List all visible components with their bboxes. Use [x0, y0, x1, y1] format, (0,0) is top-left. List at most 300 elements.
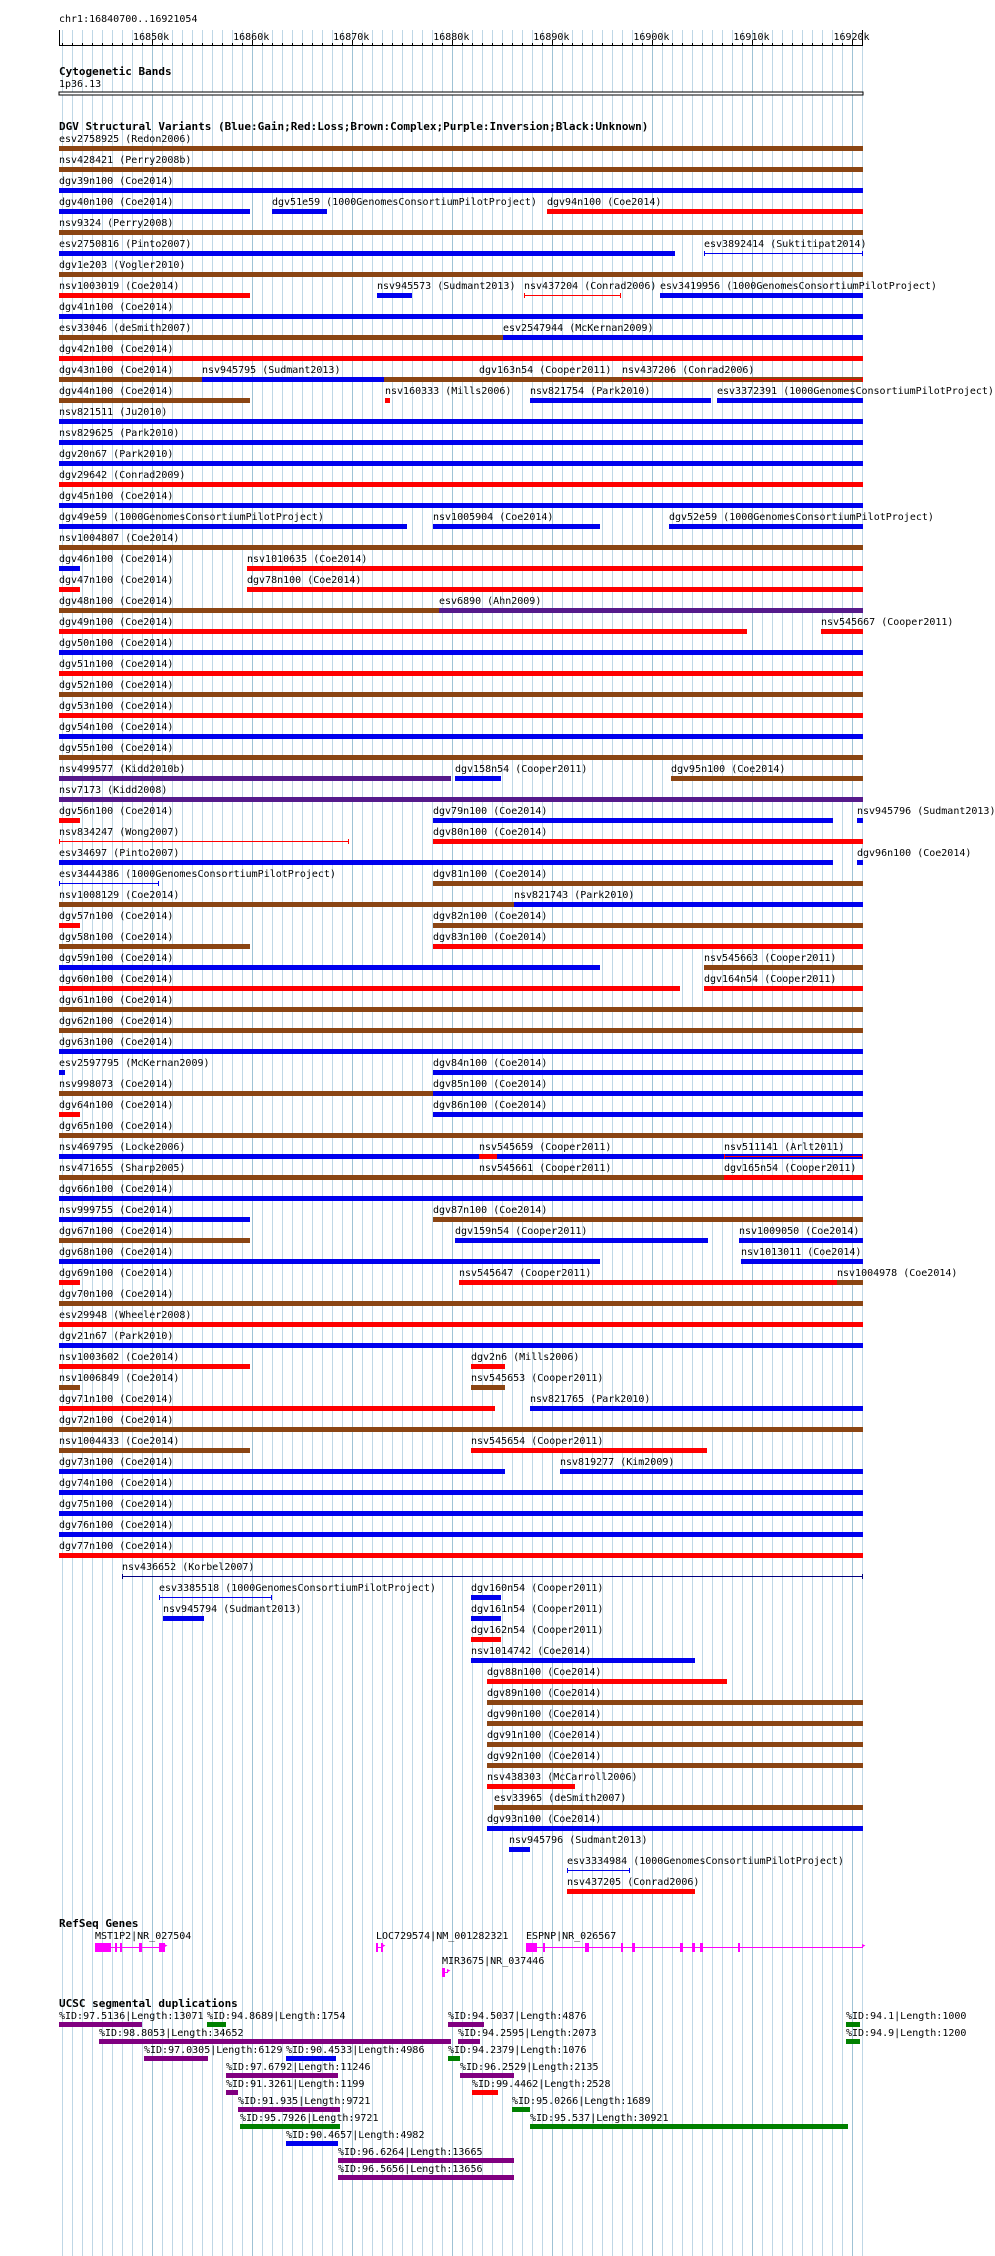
variant-label: esv33965 (deSmith2007) — [494, 1793, 627, 1804]
variant-bar[interactable] — [247, 566, 863, 571]
variant-label: nsv945795 (Sudmant2013) — [202, 365, 341, 376]
variant-bar[interactable] — [247, 587, 863, 592]
variant-bar[interactable] — [385, 398, 390, 403]
variant-label: esv33046 (deSmith2007) — [59, 323, 192, 334]
variant-label: dgv86n100 (Coe2014) — [433, 1100, 548, 1111]
segdup-label: %ID:90.4657|Length:4982 — [286, 2130, 425, 2141]
variant-label: dgv57n100 (Coe2014) — [59, 911, 174, 922]
variant-label: dgv61n100 (Coe2014) — [59, 995, 174, 1006]
variant-bar[interactable] — [724, 1175, 863, 1180]
variant-bar[interactable] — [59, 146, 863, 151]
variant-label: dgv41n100 (Coe2014) — [59, 302, 174, 313]
variant-bar[interactable] — [122, 1576, 863, 1577]
variant-bar[interactable] — [59, 1385, 80, 1390]
variant-bar[interactable] — [479, 1175, 497, 1180]
variant-bar[interactable] — [59, 1469, 505, 1474]
variant-bar[interactable] — [471, 1658, 695, 1663]
ruler-tick-label: 16850k — [133, 32, 170, 43]
variant-bar[interactable] — [59, 188, 863, 193]
variant-label: dgv75n100 (Coe2014) — [59, 1499, 174, 1510]
variant-bar[interactable] — [433, 881, 863, 886]
variant-bar[interactable] — [163, 1616, 204, 1621]
variant-bar[interactable] — [487, 1763, 863, 1768]
variant-bar[interactable] — [59, 1427, 863, 1432]
gene-exon[interactable] — [700, 1943, 703, 1952]
variant-label: dgv56n100 (Coe2014) — [59, 806, 174, 817]
variant-bar[interactable] — [59, 524, 407, 529]
variant-label: nsv945796 (Sudmant2013) — [509, 1835, 648, 1846]
variant-bar[interactable] — [530, 398, 711, 403]
variant-bar[interactable] — [59, 1532, 863, 1537]
variant-bar[interactable] — [202, 377, 384, 382]
variant-bar[interactable] — [671, 776, 863, 781]
variant-label: nsv945794 (Sudmant2013) — [163, 1604, 302, 1615]
variant-bar[interactable] — [59, 272, 863, 277]
variant-label: dgv93n100 (Coe2014) — [487, 1814, 602, 1825]
variant-bar[interactable] — [59, 944, 250, 949]
variant-bar[interactable] — [433, 1217, 863, 1222]
variant-label: dgv49e59 (1000GenomesConsortiumPilotProject) — [59, 512, 324, 523]
variant-label: dgv39n100 (Coe2014) — [59, 176, 174, 187]
segdup-bar[interactable] — [458, 2039, 480, 2044]
segdup-bar[interactable] — [99, 2039, 451, 2044]
variant-label: dgv90n100 (Coe2014) — [487, 1709, 602, 1720]
variant-bar[interactable] — [59, 251, 675, 256]
variant-label: dgv42n100 (Coe2014) — [59, 344, 174, 355]
ruler-tick-label: 16890k — [533, 32, 570, 43]
variant-bar[interactable] — [59, 503, 863, 508]
gene-exon[interactable] — [621, 1943, 623, 1952]
variant-bar[interactable] — [59, 1217, 250, 1222]
variant-label: dgv78n100 (Coe2014) — [247, 575, 362, 586]
variant-bar[interactable] — [487, 1721, 863, 1726]
variant-bar[interactable] — [59, 713, 863, 718]
variant-bar[interactable] — [471, 1385, 505, 1390]
variant-bar[interactable] — [704, 253, 863, 254]
strand-arrow-icon: ▸ — [861, 1941, 867, 1951]
segdup-bar[interactable] — [530, 2124, 848, 2129]
variant-bar[interactable] — [59, 1133, 863, 1138]
variant-label: nsv998073 (Coe2014) — [59, 1079, 174, 1090]
variant-label: nsv1004433 (Coe2014) — [59, 1436, 180, 1447]
variant-label: dgv84n100 (Coe2014) — [433, 1058, 548, 1069]
variant-label: dgv2n6 (Mills2006) — [471, 1352, 580, 1363]
variant-label: dgv159n54 (Cooper2011) — [455, 1226, 588, 1237]
variant-label: dgv21n67 (Park2010) — [59, 1331, 174, 1342]
variant-bar[interactable] — [524, 295, 621, 296]
variant-label: dgv66n100 (Coe2014) — [59, 1184, 174, 1195]
segdup-track-title: UCSC segmental duplications — [59, 1997, 238, 2010]
variant-bar[interactable] — [487, 1742, 863, 1747]
variant-bar[interactable] — [59, 356, 863, 361]
variant-bar[interactable] — [741, 1259, 863, 1264]
variant-label: nsv1004807 (Coe2014) — [59, 533, 180, 544]
variant-bar[interactable] — [59, 1280, 80, 1285]
segdup-label: %ID:94.1|Length:1000 — [846, 2011, 967, 2022]
variant-label: dgv160n54 (Cooper2011) — [471, 1583, 604, 1594]
variant-bar[interactable] — [487, 1784, 575, 1789]
refseq-track-title: RefSeq Genes — [59, 1917, 139, 1930]
variant-bar[interactable] — [459, 1280, 863, 1285]
variant-label: dgv53n100 (Coe2014) — [59, 701, 174, 712]
segdup-label: %ID:94.9|Length:1200 — [846, 2028, 967, 2039]
variant-bar[interactable] — [59, 734, 863, 739]
variant-bar[interactable] — [59, 1259, 600, 1264]
variant-bar[interactable] — [59, 1322, 863, 1327]
variant-label: nsv821754 (Park2010) — [530, 386, 651, 397]
segdup-bar[interactable] — [226, 2073, 338, 2078]
cytoband-label: 1p36.13 — [59, 79, 102, 90]
variant-bar[interactable] — [59, 1301, 863, 1306]
variant-label: dgv20n67 (Park2010) — [59, 449, 174, 460]
variant-label: nsv469795 (Locke2006) — [59, 1142, 186, 1153]
variant-label: esv6890 (Ahn2009) — [439, 596, 542, 607]
segdup-bar[interactable] — [286, 2056, 336, 2061]
variant-bar[interactable] — [547, 209, 863, 214]
variant-label: nsv819277 (Kim2009) — [560, 1457, 675, 1468]
variant-bar[interactable] — [479, 1154, 497, 1159]
variant-bar[interactable] — [59, 629, 747, 634]
gene-exon[interactable] — [585, 1943, 589, 1952]
segdup-label: %ID:99.4462|Length:2528 — [472, 2079, 611, 2090]
variant-bar[interactable] — [471, 1595, 501, 1600]
segdup-bar[interactable] — [338, 2175, 514, 2180]
variant-label: dgv95n100 (Coe2014) — [671, 764, 786, 775]
variant-bar[interactable] — [59, 566, 80, 571]
variant-bar[interactable] — [59, 1406, 495, 1411]
segdup-bar[interactable] — [460, 2073, 514, 2078]
variant-label: nsv1004978 (Coe2014) — [837, 1268, 958, 1279]
variant-bar[interactable] — [59, 1238, 250, 1243]
variant-label: nsv9324 (Perry2008) — [59, 218, 174, 229]
gene-exon[interactable] — [680, 1943, 683, 1952]
variant-bar[interactable] — [59, 1511, 863, 1516]
segdup-label: %ID:96.6264|Length:13665 — [338, 2147, 483, 2158]
variant-bar[interactable] — [59, 755, 863, 760]
variant-label: esv2597795 (McKernan2009) — [59, 1058, 210, 1069]
segdup-bar[interactable] — [240, 2124, 340, 2129]
variant-label: dgv55n100 (Coe2014) — [59, 743, 174, 754]
variant-label: dgv161n54 (Cooper2011) — [471, 1604, 604, 1615]
variant-bar[interactable] — [59, 545, 863, 550]
variant-bar[interactable] — [494, 1805, 863, 1810]
variant-label: nsv1010635 (Coe2014) — [247, 554, 368, 565]
variant-bar[interactable] — [471, 1448, 707, 1453]
gene-label: MIR3675|NR_037446 — [442, 1956, 545, 1967]
variant-label: nsv438303 (McCarroll2006) — [487, 1772, 638, 1783]
variant-bar[interactable] — [59, 1007, 863, 1012]
variant-bar[interactable] — [59, 671, 863, 676]
variant-label: dgv79n100 (Coe2014) — [433, 806, 548, 817]
variant-label: esv3334984 (1000GenomesConsortiumPilotProject) — [567, 1856, 844, 1867]
variant-bar[interactable] — [59, 314, 863, 319]
segdup-bar[interactable] — [846, 2039, 860, 2044]
variant-label: dgv85n100 (Coe2014) — [433, 1079, 548, 1090]
variant-bar[interactable] — [433, 524, 600, 529]
dgv-track-title: DGV Structural Variants (Blue:Gain;Red:Loss;Brown:Complex;Purple:Inversion;Black:Unknown) — [59, 120, 649, 133]
variant-bar[interactable] — [59, 461, 863, 466]
variant-bar[interactable] — [433, 923, 863, 928]
variant-label: esv2547944 (McKernan2009) — [503, 323, 654, 334]
gene-exon[interactable] — [692, 1943, 695, 1952]
variant-bar[interactable] — [59, 1049, 863, 1054]
variant-label: nsv1003019 (Coe2014) — [59, 281, 180, 292]
variant-bar[interactable] — [739, 1238, 863, 1243]
variant-label: dgv163n54 (Cooper2011) — [479, 365, 612, 376]
variant-bar[interactable] — [717, 398, 863, 403]
segdup-bar[interactable] — [144, 2056, 208, 2061]
variant-label: nsv437205 (Conrad2006) — [567, 1877, 700, 1888]
variant-label: dgv67n100 (Coe2014) — [59, 1226, 174, 1237]
variant-bar[interactable] — [59, 860, 833, 865]
variant-label: dgv58n100 (Coe2014) — [59, 932, 174, 943]
variant-bar[interactable] — [433, 1070, 863, 1075]
variant-bar[interactable] — [59, 1490, 863, 1495]
variant-label: nsv545659 (Cooper2011) — [479, 1142, 612, 1153]
variant-label: dgv91n100 (Coe2014) — [487, 1730, 602, 1741]
variant-label: dgv49n100 (Coe2014) — [59, 617, 174, 628]
segdup-bar[interactable] — [472, 2090, 498, 2095]
variant-bar[interactable] — [59, 419, 863, 424]
variant-bar[interactable] — [660, 293, 863, 298]
segdup-label: %ID:97.0305|Length:6129 — [144, 2045, 283, 2056]
variant-label: dgv1e203 (Vogler2010) — [59, 260, 186, 271]
gene-exon[interactable] — [738, 1943, 740, 1952]
variant-bar[interactable] — [59, 776, 451, 781]
variant-bar[interactable] — [59, 1448, 250, 1453]
variant-bar[interactable] — [59, 797, 863, 802]
variant-bar[interactable] — [59, 986, 680, 991]
variant-label: dgv92n100 (Coe2014) — [487, 1751, 602, 1762]
segdup-bar[interactable] — [512, 2107, 530, 2112]
variant-bar[interactable] — [433, 839, 863, 844]
segdup-bar[interactable] — [338, 2158, 514, 2163]
variant-label: dgv65n100 (Coe2014) — [59, 1121, 174, 1132]
variant-label: nsv1009050 (Coe2014) — [739, 1226, 860, 1237]
variant-bar[interactable] — [59, 1364, 250, 1369]
variant-label: dgv43n100 (Coe2014) — [59, 365, 174, 376]
variant-label: dgv52n100 (Coe2014) — [59, 680, 174, 691]
variant-bar[interactable] — [433, 1091, 863, 1096]
variant-bar[interactable] — [471, 1616, 501, 1621]
variant-label: nsv945796 (Sudmant2013) — [857, 806, 995, 817]
gene-label: ESPNP|NR_026567 — [526, 1931, 617, 1942]
segdup-label: %ID:94.2595|Length:2073 — [458, 2028, 597, 2039]
segdup-label: %ID:95.7926|Length:9721 — [240, 2113, 379, 2124]
variant-bar[interactable] — [503, 335, 863, 340]
variant-label: dgv45n100 (Coe2014) — [59, 491, 174, 502]
segdup-bar[interactable] — [226, 2090, 238, 2095]
variant-bar[interactable] — [509, 1847, 530, 1852]
gene-label: MST1P2|NR_027504 — [95, 1931, 192, 1942]
variant-label: nsv511141 (Arlt2011) — [724, 1142, 845, 1153]
variant-bar[interactable] — [59, 209, 250, 214]
variant-label: dgv83n100 (Coe2014) — [433, 932, 548, 943]
variant-bar[interactable] — [59, 440, 863, 445]
segdup-bar[interactable] — [448, 2022, 484, 2027]
segdup-bar[interactable] — [207, 2022, 226, 2027]
variant-bar[interactable] — [724, 1156, 863, 1157]
variant-bar[interactable] — [59, 230, 863, 235]
variant-bar[interactable] — [857, 818, 863, 823]
variant-bar[interactable] — [59, 293, 250, 298]
variant-label: dgv69n100 (Coe2014) — [59, 1268, 174, 1279]
variant-bar[interactable] — [471, 1637, 501, 1642]
variant-bar[interactable] — [59, 1112, 80, 1117]
coordinate-label: chr1:16840700..16921054 — [59, 14, 198, 25]
variant-label: dgv72n100 (Coe2014) — [59, 1415, 174, 1426]
variant-bar[interactable] — [59, 167, 863, 172]
variant-bar[interactable] — [59, 1553, 863, 1558]
variant-bar[interactable] — [821, 629, 863, 634]
variant-bar[interactable] — [59, 818, 80, 823]
variant-label: esv2758925 (Redon2006) — [59, 134, 192, 145]
variant-label: dgv71n100 (Coe2014) — [59, 1394, 174, 1405]
variant-label: nsv1014742 (Coe2014) — [471, 1646, 592, 1657]
variant-label: esv3444386 (1000GenomesConsortiumPilotProject) — [59, 869, 336, 880]
variant-label: nsv437204 (Conrad2006) — [524, 281, 657, 292]
ruler-tick-label: 16900k — [633, 32, 670, 43]
gene-exon[interactable] — [526, 1943, 537, 1952]
variant-bar[interactable] — [487, 1700, 863, 1705]
gene-exon[interactable] — [139, 1943, 142, 1952]
variant-bar[interactable] — [59, 883, 159, 884]
variant-label: nsv829625 (Park2010) — [59, 428, 180, 439]
variant-bar[interactable] — [704, 986, 863, 991]
ruler-tick-label: 16880k — [433, 32, 470, 43]
variant-bar[interactable] — [377, 293, 412, 298]
variant-label: dgv62n100 (Coe2014) — [59, 1016, 174, 1027]
variant-bar[interactable] — [530, 1406, 863, 1411]
variant-bar[interactable] — [433, 1112, 863, 1117]
variant-bar[interactable] — [439, 608, 863, 613]
variant-bar[interactable] — [669, 524, 863, 529]
variant-label: nsv545653 (Cooper2011) — [471, 1373, 604, 1384]
variant-bar[interactable] — [59, 587, 80, 592]
variant-label: dgv48n100 (Coe2014) — [59, 596, 174, 607]
strand-arrow-icon: ▸ — [381, 1941, 387, 1951]
segdup-bar[interactable] — [238, 2107, 340, 2112]
segdup-label: %ID:94.5037|Length:4876 — [448, 2011, 587, 2022]
segdup-bar[interactable] — [286, 2141, 338, 2146]
variant-bar[interactable] — [837, 1280, 863, 1285]
variant-bar[interactable] — [272, 209, 327, 214]
variant-label: esv34697 (Pinto2007) — [59, 848, 180, 859]
variant-label: nsv428421 (Perry2008b) — [59, 155, 192, 166]
gene-exon[interactable] — [115, 1943, 117, 1952]
variant-label: dgv63n100 (Coe2014) — [59, 1037, 174, 1048]
variant-bar[interactable] — [433, 818, 833, 823]
variant-label: dgv51e59 (1000GenomesConsortiumPilotProject) — [272, 197, 537, 208]
variant-bar[interactable] — [433, 944, 863, 949]
gene-exon[interactable] — [95, 1943, 111, 1952]
variant-bar[interactable] — [514, 902, 863, 907]
segdup-label: %ID:91.935|Length:9721 — [238, 2096, 371, 2107]
segdup-bar[interactable] — [448, 2056, 460, 2061]
variant-label: nsv471655 (Sharp2005) — [59, 1163, 186, 1174]
segdup-bar[interactable] — [59, 2022, 142, 2027]
variant-label: dgv88n100 (Coe2014) — [487, 1667, 602, 1678]
variant-label: nsv545654 (Cooper2011) — [471, 1436, 604, 1447]
variant-bar[interactable] — [59, 965, 600, 970]
segdup-bar[interactable] — [846, 2022, 860, 2027]
variant-bar[interactable] — [471, 1364, 505, 1369]
segdup-label: %ID:97.6792|Length:11246 — [226, 2062, 371, 2073]
variant-label: dgv59n100 (Coe2014) — [59, 953, 174, 964]
gene-exon[interactable] — [442, 1968, 445, 1977]
variant-bar[interactable] — [487, 1679, 727, 1684]
variant-bar[interactable] — [455, 776, 501, 781]
variant-bar[interactable] — [59, 1070, 65, 1075]
variant-label: dgv54n100 (Coe2014) — [59, 722, 174, 733]
variant-bar[interactable] — [487, 1826, 863, 1831]
variant-label: esv3419956 (1000GenomesConsortiumPilotProject) — [660, 281, 937, 292]
strand-arrow-icon: ▸ — [446, 1966, 452, 1976]
gene-label: LOC729574|NM_001282321 — [376, 1931, 509, 1942]
variant-label: dgv40n100 (Coe2014) — [59, 197, 174, 208]
variant-bar[interactable] — [622, 379, 863, 380]
variant-label: dgv76n100 (Coe2014) — [59, 1520, 174, 1531]
variant-label: dgv52e59 (1000GenomesConsortiumPilotProject) — [669, 512, 934, 523]
variant-bar[interactable] — [704, 965, 863, 970]
variant-label: nsv160333 (Mills2006) — [385, 386, 512, 397]
variant-label: nsv834247 (Wong2007) — [59, 827, 180, 838]
variant-bar[interactable] — [455, 1238, 708, 1243]
variant-bar[interactable] — [560, 1469, 863, 1474]
variant-bar[interactable] — [479, 377, 505, 382]
variant-bar[interactable] — [59, 923, 80, 928]
variant-label: nsv1003602 (Coe2014) — [59, 1352, 180, 1363]
variant-label: dgv44n100 (Coe2014) — [59, 386, 174, 397]
variant-bar[interactable] — [59, 841, 349, 842]
gene-exon[interactable] — [632, 1943, 635, 1952]
variant-label: dgv87n100 (Coe2014) — [433, 1205, 548, 1216]
variant-bar[interactable] — [59, 1028, 863, 1033]
ruler-tick-label: 16860k — [233, 32, 270, 43]
variant-bar[interactable] — [857, 860, 863, 865]
variant-label: dgv96n100 (Coe2014) — [857, 848, 972, 859]
gene-exon[interactable] — [543, 1943, 545, 1952]
variant-label: nsv545647 (Cooper2011) — [459, 1268, 592, 1279]
variant-label: nsv1006849 (Coe2014) — [59, 1373, 180, 1384]
gene-exon[interactable] — [120, 1943, 122, 1952]
gene-exon[interactable] — [376, 1943, 378, 1952]
ruler-tick-label: 16910k — [733, 32, 770, 43]
segdup-label: %ID:96.5656|Length:13656 — [338, 2164, 483, 2175]
segdup-label: %ID:95.537|Length:30921 — [530, 2113, 669, 2124]
variant-label: dgv81n100 (Coe2014) — [433, 869, 548, 880]
variant-label: dgv158n54 (Cooper2011) — [455, 764, 588, 775]
variant-bar[interactable] — [59, 692, 863, 697]
variant-bar[interactable] — [567, 1870, 630, 1871]
variant-bar[interactable] — [59, 1196, 863, 1201]
variant-bar[interactable] — [59, 482, 863, 487]
segdup-label: %ID:91.3261|Length:1199 — [226, 2079, 365, 2090]
variant-label: nsv436652 (Korbel2007) — [122, 1562, 255, 1573]
variant-label: dgv68n100 (Coe2014) — [59, 1247, 174, 1258]
variant-bar[interactable] — [159, 1597, 272, 1598]
variant-label: dgv164n54 (Cooper2011) — [704, 974, 837, 985]
variant-bar[interactable] — [567, 1889, 695, 1894]
variant-bar[interactable] — [59, 398, 250, 403]
segdup-label: %ID:95.0266|Length:1689 — [512, 2096, 651, 2107]
variant-bar[interactable] — [59, 1343, 863, 1348]
segdup-label: %ID:98.8053|Length:34652 — [99, 2028, 244, 2039]
segdup-label: %ID:97.5136|Length:13071 — [59, 2011, 204, 2022]
variant-bar[interactable] — [59, 608, 439, 613]
variant-label: nsv821765 (Park2010) — [530, 1394, 651, 1405]
variant-bar[interactable] — [59, 650, 863, 655]
